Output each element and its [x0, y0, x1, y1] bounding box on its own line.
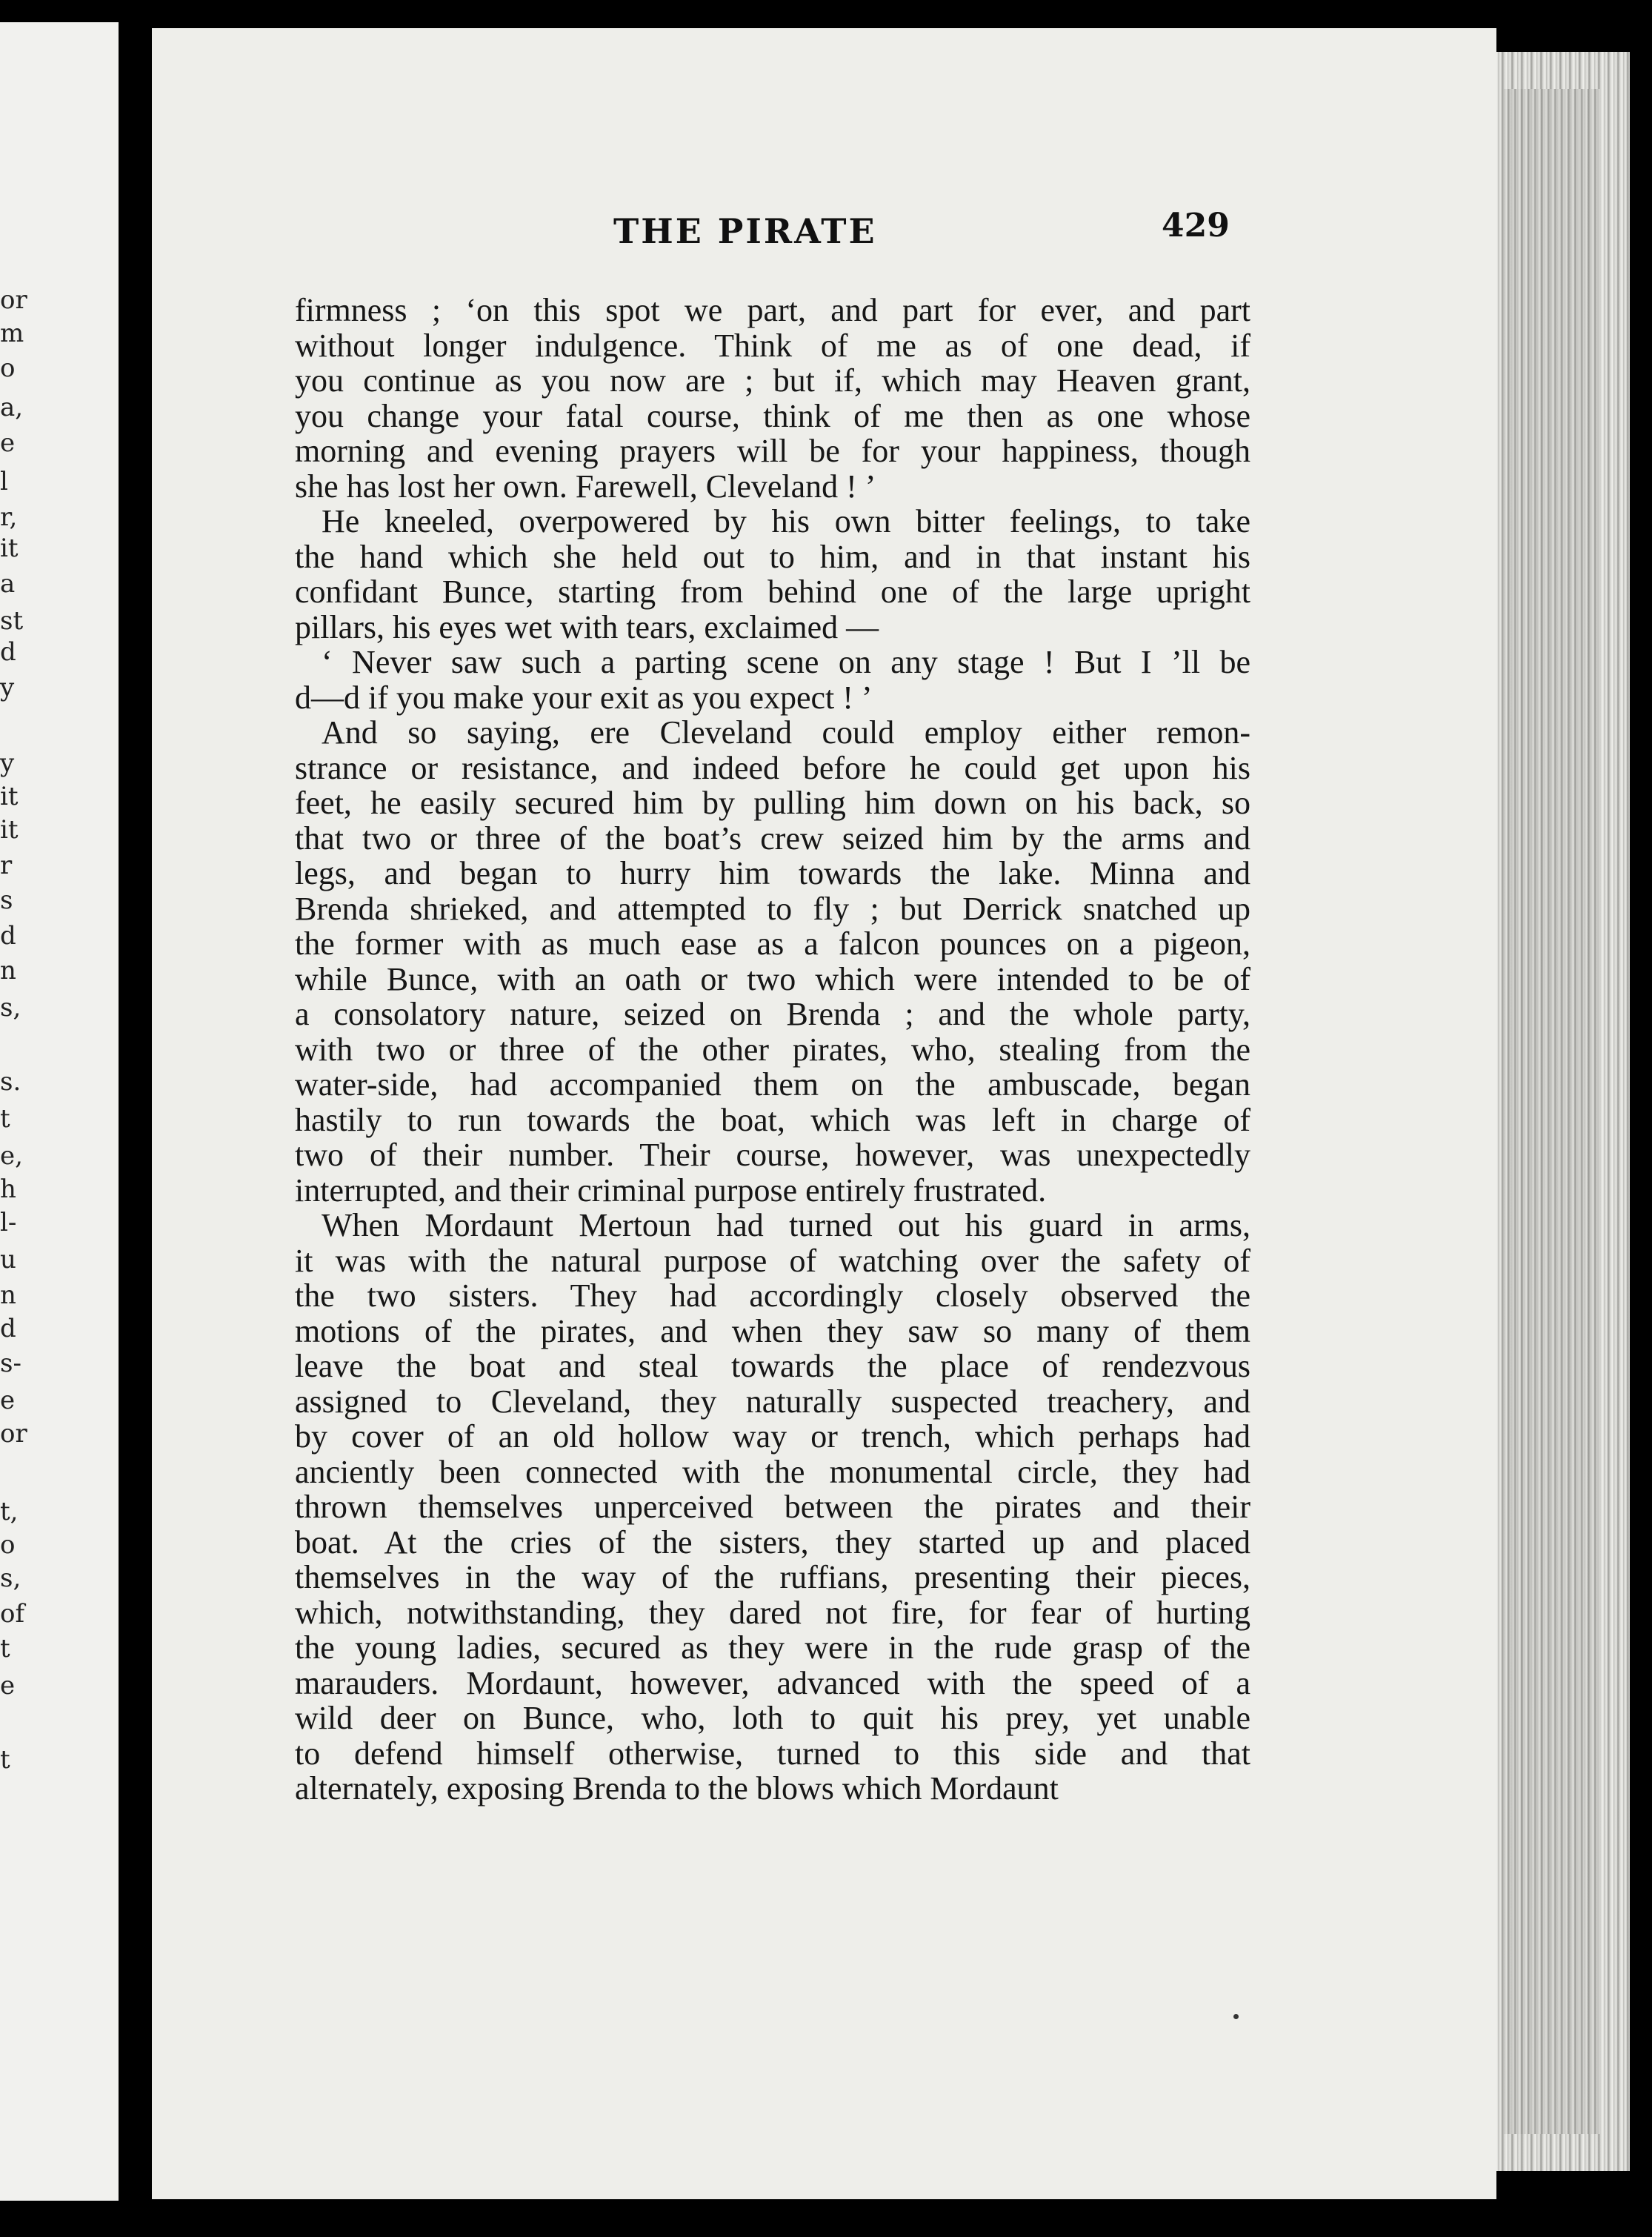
- text-line: morning and evening prayers will be for your happiness, though: [295, 433, 1250, 469]
- left-page-text-fragment: m: [0, 319, 24, 348]
- left-page-text-fragment: it: [0, 815, 19, 845]
- text-line: marauders. Mordaunt, however, advanced with the speed of a: [295, 1664, 1250, 1701]
- left-page-text-fragment: d: [0, 637, 16, 667]
- text-line: without longer indulgence. Think of me as of one dead, if: [295, 327, 1250, 364]
- left-page-text-fragment: e: [0, 1386, 16, 1415]
- left-page-text-fragment: or: [0, 285, 27, 315]
- book-gutter: [119, 0, 152, 2237]
- left-page-text-fragment: r,: [0, 502, 18, 532]
- text-line: she has lost her own. Farewell, Cleveland ! ’: [295, 468, 876, 505]
- left-page-text-fragment: y: [0, 748, 15, 778]
- text-line: And so saying, ere Cleveland could employ either remon-: [322, 714, 1250, 751]
- text-line: He kneeled, overpowered by his own bitter feelings, to take: [322, 503, 1250, 539]
- text-line: two of their number. Their course, however, was unexpectedly: [295, 1137, 1250, 1173]
- text-line: by cover of an old hollow way or trench, which perhaps had: [295, 1418, 1250, 1455]
- left-page-text-fragment: d: [0, 1314, 16, 1343]
- left-page-text-fragment: h: [0, 1174, 16, 1204]
- left-page-text-fragment: y: [0, 673, 15, 702]
- page-body-text: [295, 293, 1250, 1806]
- text-line: the two sisters. They had accordingly closely observed the: [295, 1277, 1250, 1314]
- text-line: the former with as much ease as a falcon pounces on a pigeon,: [295, 925, 1250, 962]
- text-line: When Mordaunt Mertoun had turned out his guard in arms,: [322, 1207, 1250, 1243]
- left-page-text-fragment: s,: [0, 1563, 21, 1593]
- text-line: leave the boat and steal towards the place of rendezvous: [295, 1348, 1250, 1384]
- text-line: firmness ; ‘on this spot we part, and part for ever, and part: [295, 292, 1250, 328]
- text-line: water-side, had accompanied them on the ambuscade, began: [295, 1066, 1250, 1103]
- text-line: which, notwithstanding, they dared not fire, for fear of hurting: [295, 1594, 1250, 1631]
- left-page-text-fragment: s,: [0, 993, 21, 1023]
- text-line: thrown themselves unperceived between the pirates and their: [295, 1489, 1250, 1525]
- left-page-text-fragment: it: [0, 534, 19, 563]
- left-facing-page: [0, 22, 119, 2201]
- left-page-text-fragment: n: [0, 1280, 16, 1310]
- left-page-text-fragment: s.: [0, 1067, 21, 1097]
- left-page-text-fragment: e: [0, 428, 16, 458]
- left-page-text-fragment: it: [0, 782, 19, 811]
- left-page-text-fragment: or: [0, 1419, 27, 1449]
- text-line: confidant Bunce, starting from behind one of the large upright: [295, 574, 1250, 610]
- text-line: boat. At the cries of the sisters, they started up and placed: [295, 1523, 1250, 1560]
- text-line: a consolatory nature, seized on Brenda ; and the whole party,: [295, 996, 1250, 1032]
- left-page-text-fragment: o: [0, 353, 16, 383]
- text-line: legs, and began to hurry him towards the lake. Minna and: [295, 855, 1250, 891]
- text-line: that two or three of the boat’s crew seized him by the arms and: [295, 820, 1250, 857]
- text-line: wild deer on Bunce, who, loth to quit his prey, yet unable: [295, 1700, 1250, 1736]
- text-line: the young ladies, secured as they were in the rude grasp of the: [295, 1629, 1250, 1666]
- text-line: themselves in the way of the ruffians, presenting their pieces,: [295, 1559, 1250, 1595]
- text-line: the hand which she held out to him, and in that instant his: [295, 538, 1250, 575]
- text-line: alternately, exposing Brenda to the blows which Mordaunt: [295, 1770, 1059, 1806]
- text-line: with two or three of the other pirates, who, stealing from the: [295, 1031, 1250, 1068]
- text-line: you change your fatal course, think of me then as one whose: [295, 397, 1250, 434]
- page-number: 429: [1162, 207, 1230, 245]
- left-page-text-fragment: s: [0, 885, 13, 915]
- text-line: ‘ Never saw such a parting scene on any stage ! But I ’ll be: [322, 644, 1250, 680]
- text-line: it was with the natural purpose of watching over the safety of: [295, 1242, 1250, 1279]
- text-line: assigned to Cleveland, they naturally suspected treachery, and: [295, 1383, 1250, 1420]
- text-line: while Bunce, with an oath or two which were intended to be of: [295, 960, 1250, 997]
- left-page-text-fragment: t,: [0, 1497, 19, 1526]
- left-page-text-fragment: l-: [0, 1208, 17, 1237]
- text-line: interrupted, and their criminal purpose entirely frustrated.: [295, 1171, 1047, 1209]
- text-line: you continue as you now are ; but if, which may Heaven grant,: [295, 362, 1250, 399]
- text-line: Brenda shrieked, and attempted to fly ; but Derrick snatched up: [295, 890, 1250, 927]
- text-line: pillars, his eyes wet with tears, exclaimed —: [295, 608, 879, 645]
- left-page-text-fragment: t: [0, 1104, 10, 1134]
- page-edges-inner: [1504, 89, 1600, 2134]
- left-page-text-fragment: l: [0, 467, 8, 496]
- left-page-text-fragment: a,: [0, 393, 24, 422]
- text-line: feet, he easily secured him by pulling him down on his back, so: [295, 785, 1250, 821]
- text-line: to defend himself otherwise, turned to this side and that: [295, 1735, 1250, 1772]
- left-page-text-fragment: n: [0, 956, 16, 985]
- left-page-text-fragment: r: [0, 851, 13, 880]
- left-page-text-fragment: t: [0, 1745, 10, 1775]
- left-page-text-fragment: of: [0, 1599, 25, 1629]
- text-line: motions of the pirates, and when they saw so many of them: [295, 1312, 1250, 1349]
- text-line: strance or resistance, and indeed before he could get upon his: [295, 749, 1250, 786]
- text-line: hastily to run towards the boat, which was left in charge of: [295, 1101, 1250, 1138]
- left-page-text-fragment: st: [0, 606, 24, 636]
- left-page-text-fragment: d: [0, 921, 16, 951]
- left-page-text-fragment: u: [0, 1245, 16, 1274]
- running-head-title: THE PIRATE: [613, 211, 877, 251]
- text-line: d—d if you make your exit as you expect ! ’: [295, 679, 873, 716]
- left-page-text-fragment: a: [0, 569, 16, 599]
- left-page-text-fragment: s-: [0, 1349, 21, 1378]
- ink-speck: [1233, 2014, 1239, 2019]
- left-page-text-fragment: t: [0, 1634, 10, 1663]
- left-page-text-fragment: o: [0, 1530, 16, 1560]
- left-page-text-fragment: e,: [0, 1141, 23, 1171]
- left-page-text-fragment: e: [0, 1671, 16, 1701]
- text-line: anciently been connected with the monumental circle, they had: [295, 1453, 1250, 1490]
